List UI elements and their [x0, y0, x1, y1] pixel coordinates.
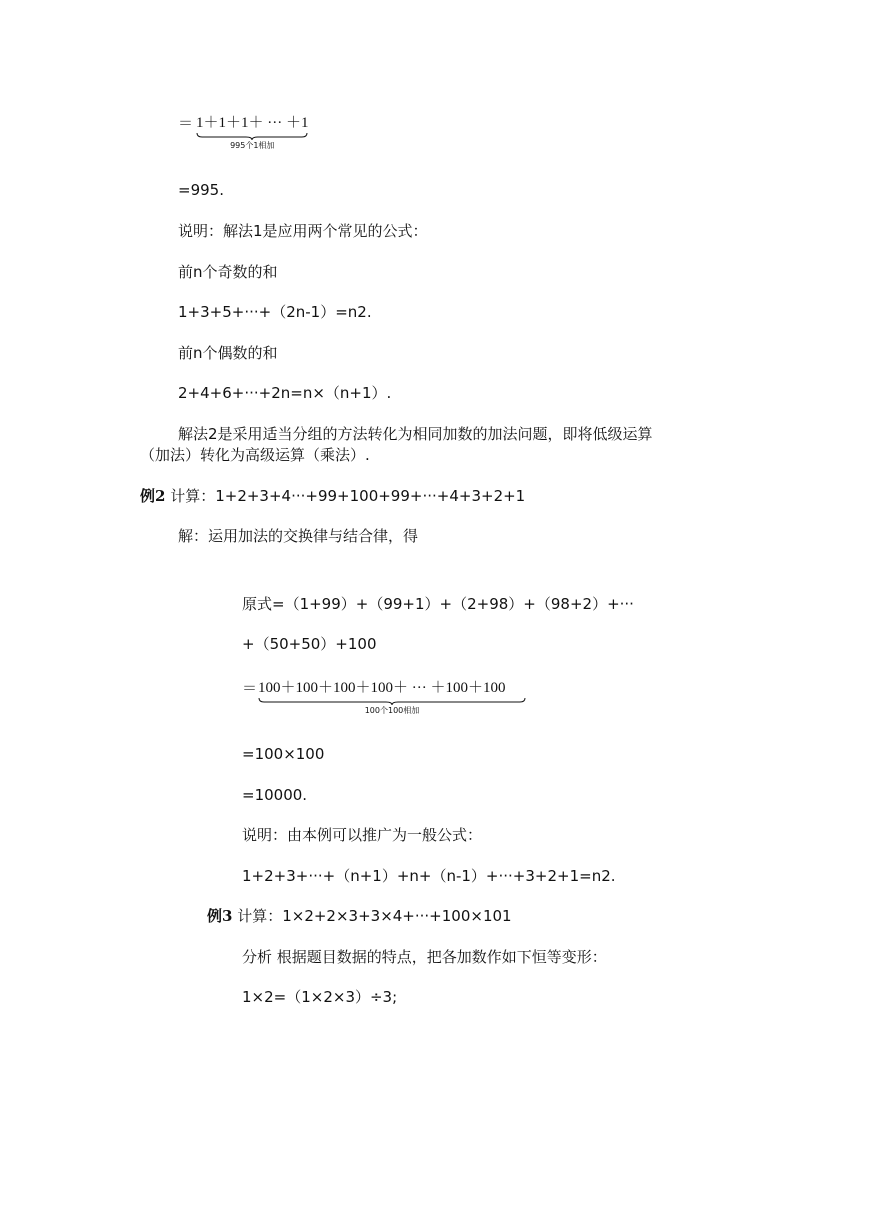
- example2-line5: =10000.: [242, 786, 308, 804]
- underbrace-sum-995: [196, 114, 309, 151]
- underbrace-terms-2: 100＋100＋100＋100＋ ··· ＋100＋100: [258, 680, 506, 696]
- example2-label: 例2: [140, 487, 166, 505]
- underbrace-sum-100: [258, 679, 526, 716]
- underbrace-terms: 1＋1＋1＋ ··· ＋1: [196, 115, 309, 131]
- underbrace-note-2: 100个100相加: [364, 706, 420, 715]
- method2-line1: 解法2是采用适当分组的方法转化为相同加数的加法问题，即将低级运算: [178, 425, 653, 443]
- underbrace-icon: [196, 132, 308, 141]
- odd-sum-formula: 1+3+5+···+（2n-1）=n2.: [178, 303, 372, 321]
- even-sum-formula: 2+4+6+···+2n=n×（n+1）.: [178, 384, 392, 402]
- even-sum-title: 前n个偶数的和: [178, 344, 278, 362]
- example2-solution: 解：运用加法的交换律与结合律，得: [178, 527, 419, 545]
- method2-line2: （加法）转化为高级运算（乘法）.: [140, 446, 370, 464]
- example3-analysis: 分析 根据题目数据的特点，把各加数作如下恒等变形：: [242, 948, 607, 966]
- example3-label: 例3: [207, 907, 233, 925]
- note1-intro: 说明：解法1是应用两个常见的公式：: [178, 222, 428, 240]
- odd-sum-title: 前n个奇数的和: [178, 263, 278, 281]
- example2-question: 计算：1+2+3+4···+99+100+99+···+4+3+2+1: [165, 487, 526, 505]
- example2-formula: 1+2+3+···+（n+1）+n+（n-1）+···+3+2+1=n2.: [242, 867, 616, 885]
- example2-heading: [140, 486, 525, 506]
- example2-line2: +（50+50）+100: [242, 635, 377, 653]
- example2-line1: 原式=（1+99）+（99+1）+（2+98）+（98+2）+···: [242, 595, 634, 613]
- example2-line4: =100×100: [242, 745, 325, 763]
- example3-question: 计算：1×2+2×3+3×4+···+100×101: [232, 907, 512, 925]
- example3-step1: 1×2=（1×2×3）÷3;: [242, 988, 398, 1006]
- example2-note: 说明：由本例可以推广为一般公式：: [242, 826, 483, 844]
- equals-sign: ＝: [178, 116, 194, 132]
- underbrace-note: 995个1相加: [230, 141, 275, 150]
- result-995: =995.: [178, 181, 224, 199]
- equals-sign-2: ＝: [242, 681, 258, 697]
- underbrace-icon-2: [258, 697, 526, 706]
- example3-heading: [207, 906, 512, 926]
